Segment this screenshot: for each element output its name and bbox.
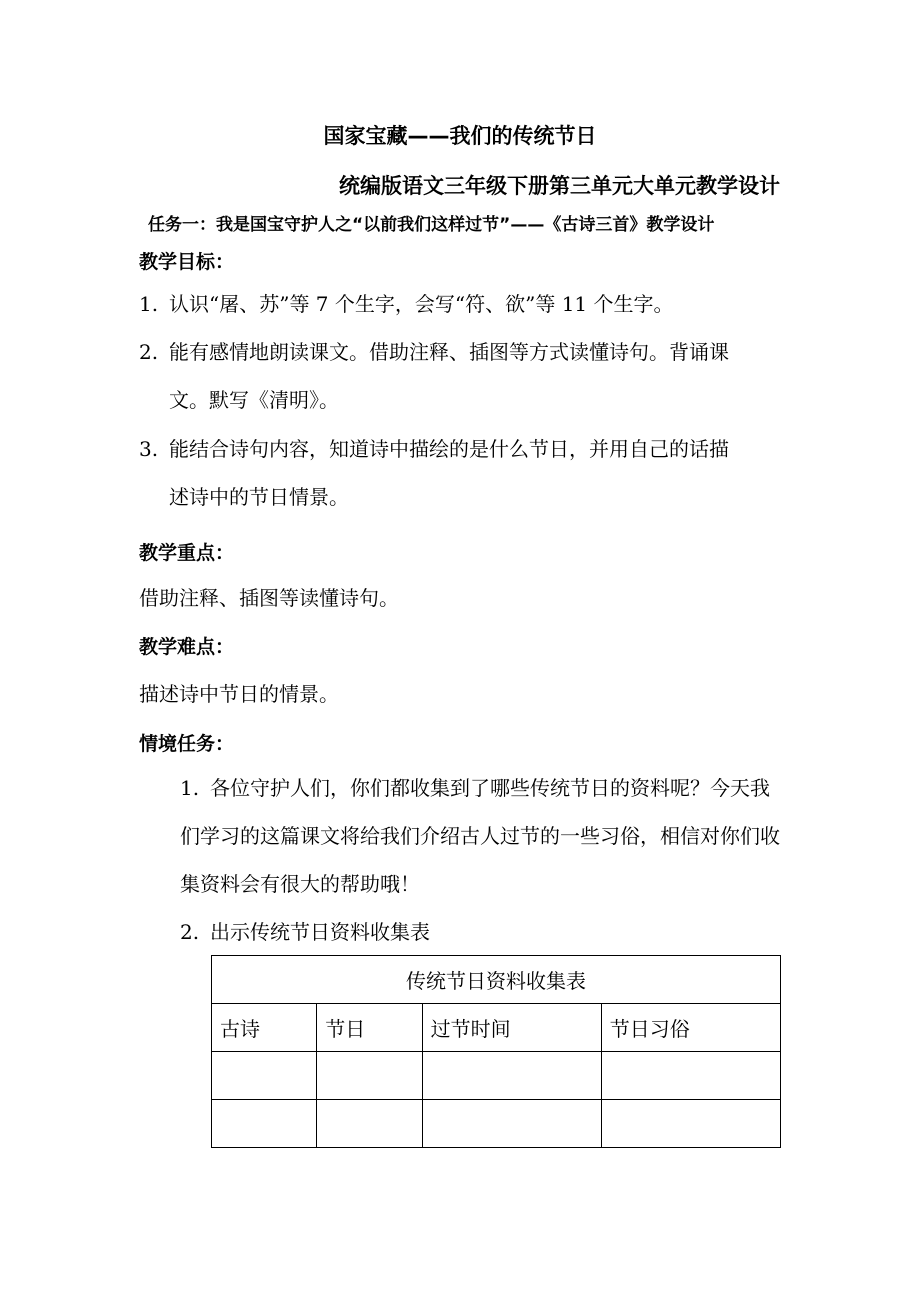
objective-text-continued: 述诗中的节日情景。 bbox=[169, 485, 349, 509]
table-header-cell: 节日 bbox=[317, 1004, 422, 1052]
scenario-number: 2. bbox=[180, 920, 200, 944]
key-points-text: 借助注释、插图等读懂诗句。 bbox=[139, 586, 399, 610]
table-header-cell: 古诗 bbox=[212, 1004, 317, 1052]
key-points-heading: 教学重点： bbox=[139, 542, 235, 564]
table-cell bbox=[601, 1052, 780, 1100]
objective-text-continued: 文。默写《清明》。 bbox=[169, 388, 339, 412]
difficulties-text: 描述诗中节日的情景。 bbox=[139, 682, 339, 706]
table-cell bbox=[422, 1100, 601, 1148]
table-caption-row bbox=[212, 956, 781, 1004]
objective-number: 3. bbox=[139, 437, 159, 461]
table-cell bbox=[317, 1100, 422, 1148]
scenario-heading: 情境任务： bbox=[139, 733, 235, 755]
objective-text: 能有感情地朗读课文。借助注释、插图等方式读懂诗句。背诵课 bbox=[169, 340, 729, 364]
difficulties-heading: 教学难点： bbox=[139, 636, 235, 658]
scenario-number: 1. bbox=[180, 776, 200, 800]
objective-item-2 bbox=[139, 328, 784, 424]
task-heading: 任务一：我是国宝守护人之“以前我们这样过节”——《古诗三首》教学设计 bbox=[148, 215, 715, 235]
scenario-item-2 bbox=[180, 908, 785, 956]
objective-item-1 bbox=[139, 280, 784, 328]
table-header-row bbox=[212, 1004, 781, 1052]
table-header-cell: 过节时间 bbox=[422, 1004, 601, 1052]
table-caption: 传统节日资料收集表 bbox=[212, 956, 781, 1004]
table-row bbox=[212, 1100, 781, 1148]
table-cell bbox=[212, 1100, 317, 1148]
objective-text: 认识“屠、苏”等 7 个生字，会写“符、欲”等 11 个生字。 bbox=[169, 292, 674, 316]
scenario-text: 各位守护人们，你们都收集到了哪些传统节日的资料呢？今天我们学习的这篇课文将给我们介绍古人过节的一些习俗，相信对你们收集资料会有很大的帮助哦！ bbox=[180, 776, 780, 896]
table-cell bbox=[422, 1052, 601, 1100]
table-cell bbox=[212, 1052, 317, 1100]
table-row bbox=[212, 1052, 781, 1100]
scenario-item-1 bbox=[180, 764, 785, 908]
festival-collection-table bbox=[211, 955, 781, 1148]
table-cell bbox=[601, 1100, 780, 1148]
table-header-cell: 节日习俗 bbox=[601, 1004, 780, 1052]
objective-number: 1. bbox=[139, 292, 159, 316]
objective-text: 能结合诗句内容，知道诗中描绘的是什么节日，并用自己的话描 bbox=[169, 437, 729, 461]
table-cell bbox=[317, 1052, 422, 1100]
document-subtitle: 统编版语文三年级下册第三单元大单元教学设计 bbox=[339, 174, 780, 198]
document-title: 国家宝藏——我们的传统节日 bbox=[323, 124, 597, 148]
objectives-heading: 教学目标： bbox=[139, 251, 235, 273]
scenario-text: 出示传统节日资料收集表 bbox=[210, 920, 430, 944]
objective-item-3 bbox=[139, 425, 784, 521]
objective-number: 2. bbox=[139, 340, 159, 364]
